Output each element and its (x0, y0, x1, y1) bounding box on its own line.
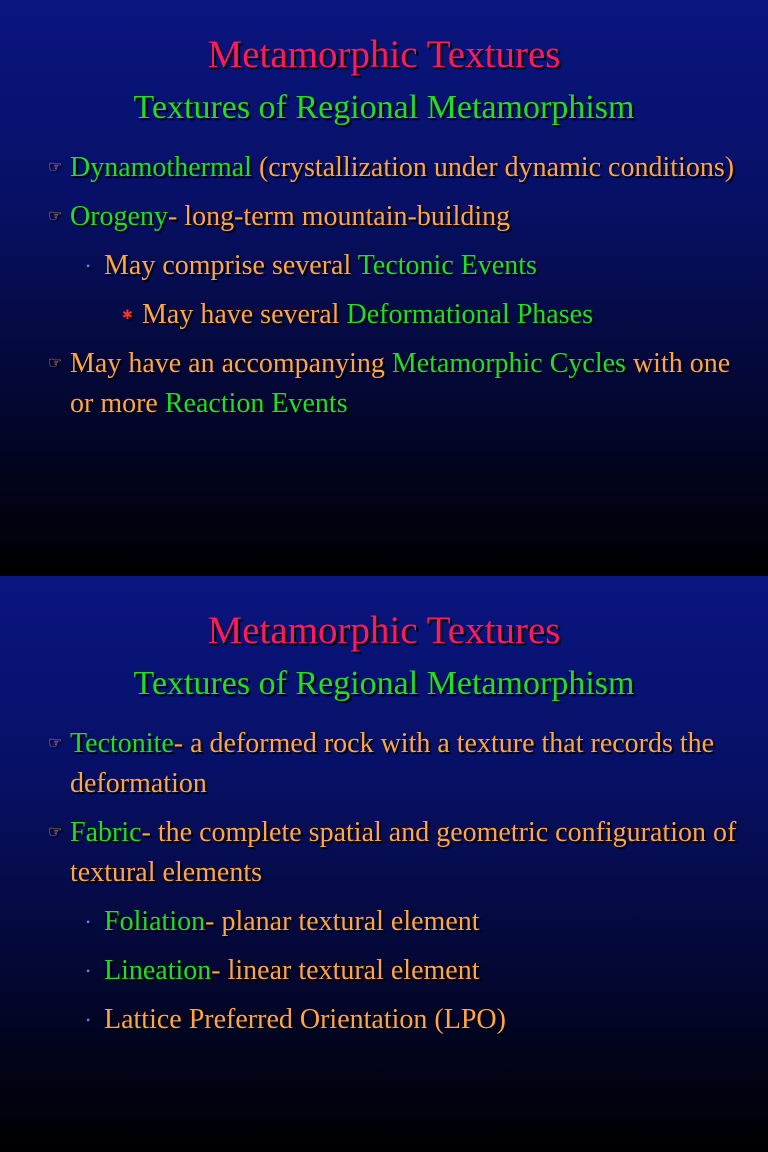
slide-2-title: Metamorphic Textures (207, 609, 561, 652)
dot-bullet-icon: • (86, 1013, 91, 1027)
term-orogeny: Orogeny (70, 201, 168, 232)
dot-bullet-icon: • (86, 964, 91, 978)
bullet-deformational-phases (0, 295, 768, 335)
bullet-metamorphic-cycles (0, 344, 768, 424)
pointing-hand-icon: ☞ (48, 824, 63, 841)
term-fabric: Fabric (70, 817, 142, 848)
slide-1-subtitle: Textures of Regional Metamorphism (133, 89, 635, 126)
term-deformational-phases: Deformational Phases (346, 299, 593, 330)
term-foliation: Foliation (104, 906, 206, 937)
term-tectonic-events: Tectonic Events (357, 250, 537, 281)
slide-1-bullet-list (0, 148, 768, 433)
dot-bullet-icon: • (86, 259, 91, 273)
bullet-tectonic-events (0, 246, 768, 286)
dot-bullet-icon: • (86, 915, 91, 929)
slide-1-title: Metamorphic Textures (207, 33, 561, 76)
bullet-orogeny (0, 197, 768, 237)
pointing-hand-icon: ☞ (48, 735, 63, 752)
definition-text: - a deformed rock with a texture that records the deformation (70, 728, 715, 799)
slide-2-bullet-list (0, 724, 768, 1049)
slide-2 (0, 576, 768, 1152)
bullet-text: with one or more (70, 348, 731, 419)
term-dynamothermal: Dynamothermal (70, 152, 252, 183)
pointing-hand-icon: ☞ (48, 208, 63, 225)
term-lineation: Lineation (104, 955, 212, 986)
definition-text: (crystallization under dynamic conditions) (251, 152, 735, 183)
term-tectonite: Tectonite (70, 728, 174, 759)
pointing-hand-icon: ☞ (48, 159, 63, 176)
definition-text: - linear textural element (211, 955, 480, 986)
bullet-text: May have several (142, 299, 347, 330)
bullet-dynamothermal (0, 148, 768, 188)
definition-text: - the complete spatial and geometric configuration of textural elements (70, 817, 737, 888)
bullet-foliation (0, 902, 768, 942)
term-reaction-events: Reaction Events (164, 388, 348, 419)
asterisk-bullet-icon: ✱ (122, 307, 133, 322)
bullet-text: May comprise several (104, 250, 358, 281)
definition-text: - long-term mountain-building (167, 201, 511, 232)
bullet-fabric (0, 813, 768, 893)
bullet-tectonite (0, 724, 768, 804)
bullet-lpo (0, 1000, 768, 1040)
bullet-lineation (0, 951, 768, 991)
bullet-text: May have an accompanying (70, 348, 392, 379)
pointing-hand-icon: ☞ (48, 355, 63, 372)
term-lpo: Lattice Preferred Orientation (LPO) (104, 1004, 506, 1035)
definition-text: - planar textural element (205, 906, 480, 937)
term-metamorphic-cycles: Metamorphic Cycles (391, 348, 626, 379)
slide-2-subtitle: Textures of Regional Metamorphism (133, 665, 635, 702)
